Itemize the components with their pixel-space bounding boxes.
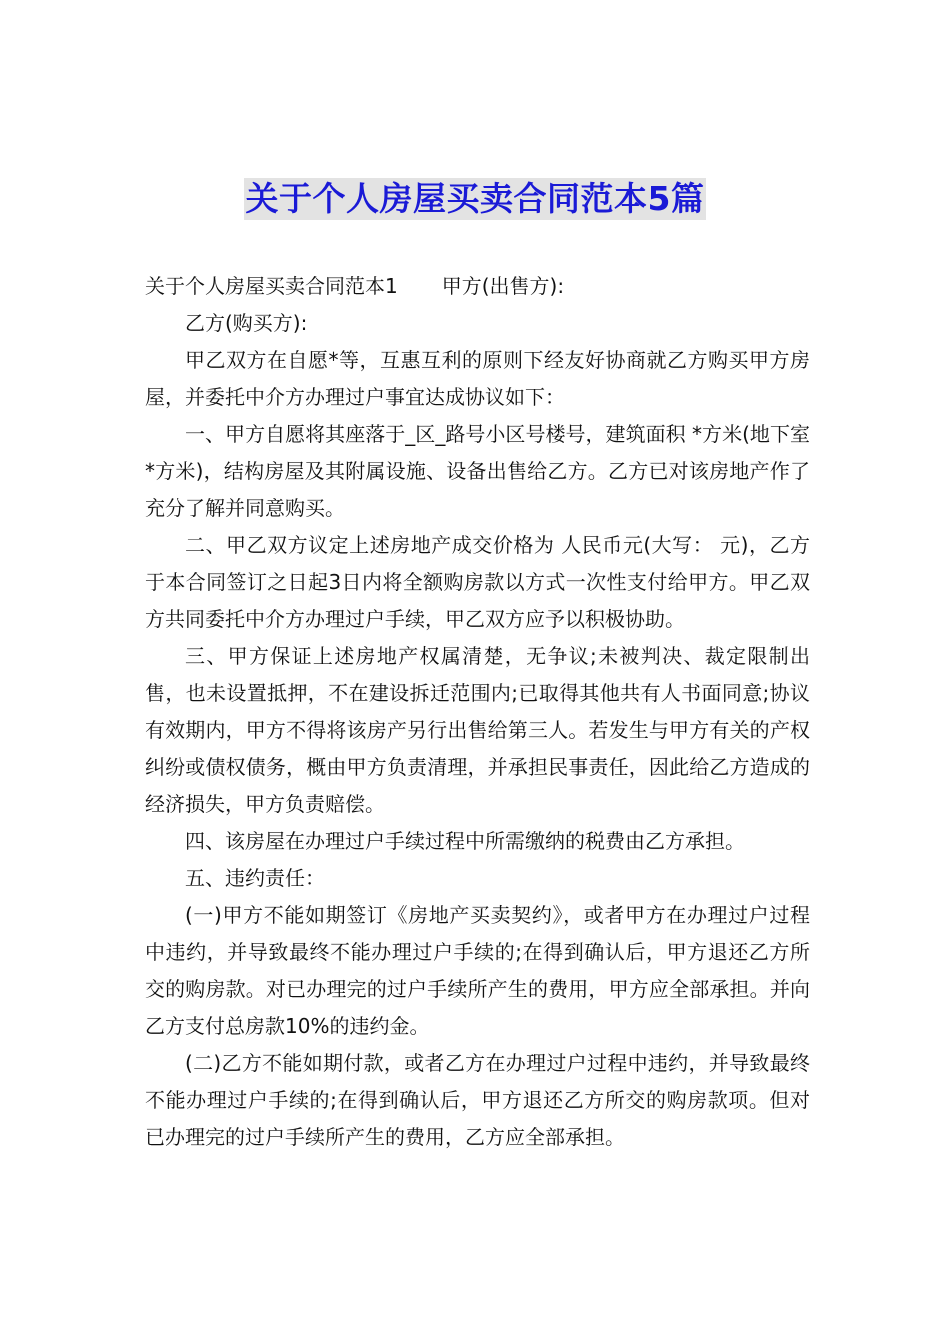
party-a-label: 甲方(出售方):: [441, 274, 565, 298]
paragraph-clause-3: 三、甲方保证上述房地产权属清楚，无争议;未被判决、裁定限制出售，也未设置抵押，不在建设拆迁范围内;已取得其他共有人书面同意;协议有效期内，甲方不得将该房产另行出售给第三人。若发生与甲方有关的产权纠纷或债权债务，概由甲方负责清理，并承担民事责任，因此给乙方造成的经济损失，甲方负责赔偿。: [145, 644, 810, 816]
paragraph-clause-5: 五、违约责任：: [185, 866, 325, 890]
paragraph-clause-5-2: (二)乙方不能如期付款，或者乙方在办理过户过程中违约，并导致最终不能办理过户手续的;在得到确认后，甲方退还乙方所交的购房款项。但对已办理完的过户手续所产生的费用，乙方应全部承担。: [145, 1051, 810, 1149]
party-b-line: 乙方(购买方):: [185, 311, 308, 335]
paragraph-clause-2: 二、甲乙双方议定上述房地产成交价格为 人民币元(大写： 元)，乙方于本合同签订之日起3日内将全额购房款以方式一次性支付给甲方。甲乙双方共同委托中介方办理过户手续，甲乙双方应予以积极协助。: [145, 533, 810, 631]
document-title: 关于个人房屋买卖合同范本5篇: [245, 179, 705, 218]
paragraph-clause-1: 一、甲方自愿将其座落于_区_路号小区号楼号，建筑面积 *方米(地下室 *方米)，结构房屋及其附属设施、设备出售给乙方。乙方已对该房地产作了充分了解并同意购买。: [145, 422, 810, 520]
paragraph-clause-5-1: (一)甲方不能如期签订《房地产买卖契约》，或者甲方在办理过户过程中违约，并导致最终不能办理过户手续的;在得到确认后，甲方退还乙方所交的购房款。对已办理完的过户手续所产生的费用，甲方应全部承担。并向乙方支付总房款10%的违约金。: [145, 903, 810, 1038]
heading-line: [145, 268, 810, 305]
doc-label: 关于个人房屋买卖合同范本1: [145, 274, 398, 298]
paragraph-clause-4: 四、该房屋在办理过户手续过程中所需缴纳的税费由乙方承担。: [185, 829, 745, 853]
title-container: [0, 178, 950, 220]
document-body: [145, 268, 810, 1156]
paragraph-intro: 甲乙双方在自愿*等，互惠互利的原则下经友好协商就乙方购买甲方房屋，并委托中介方办理过户事宜达成协议如下：: [145, 348, 810, 409]
